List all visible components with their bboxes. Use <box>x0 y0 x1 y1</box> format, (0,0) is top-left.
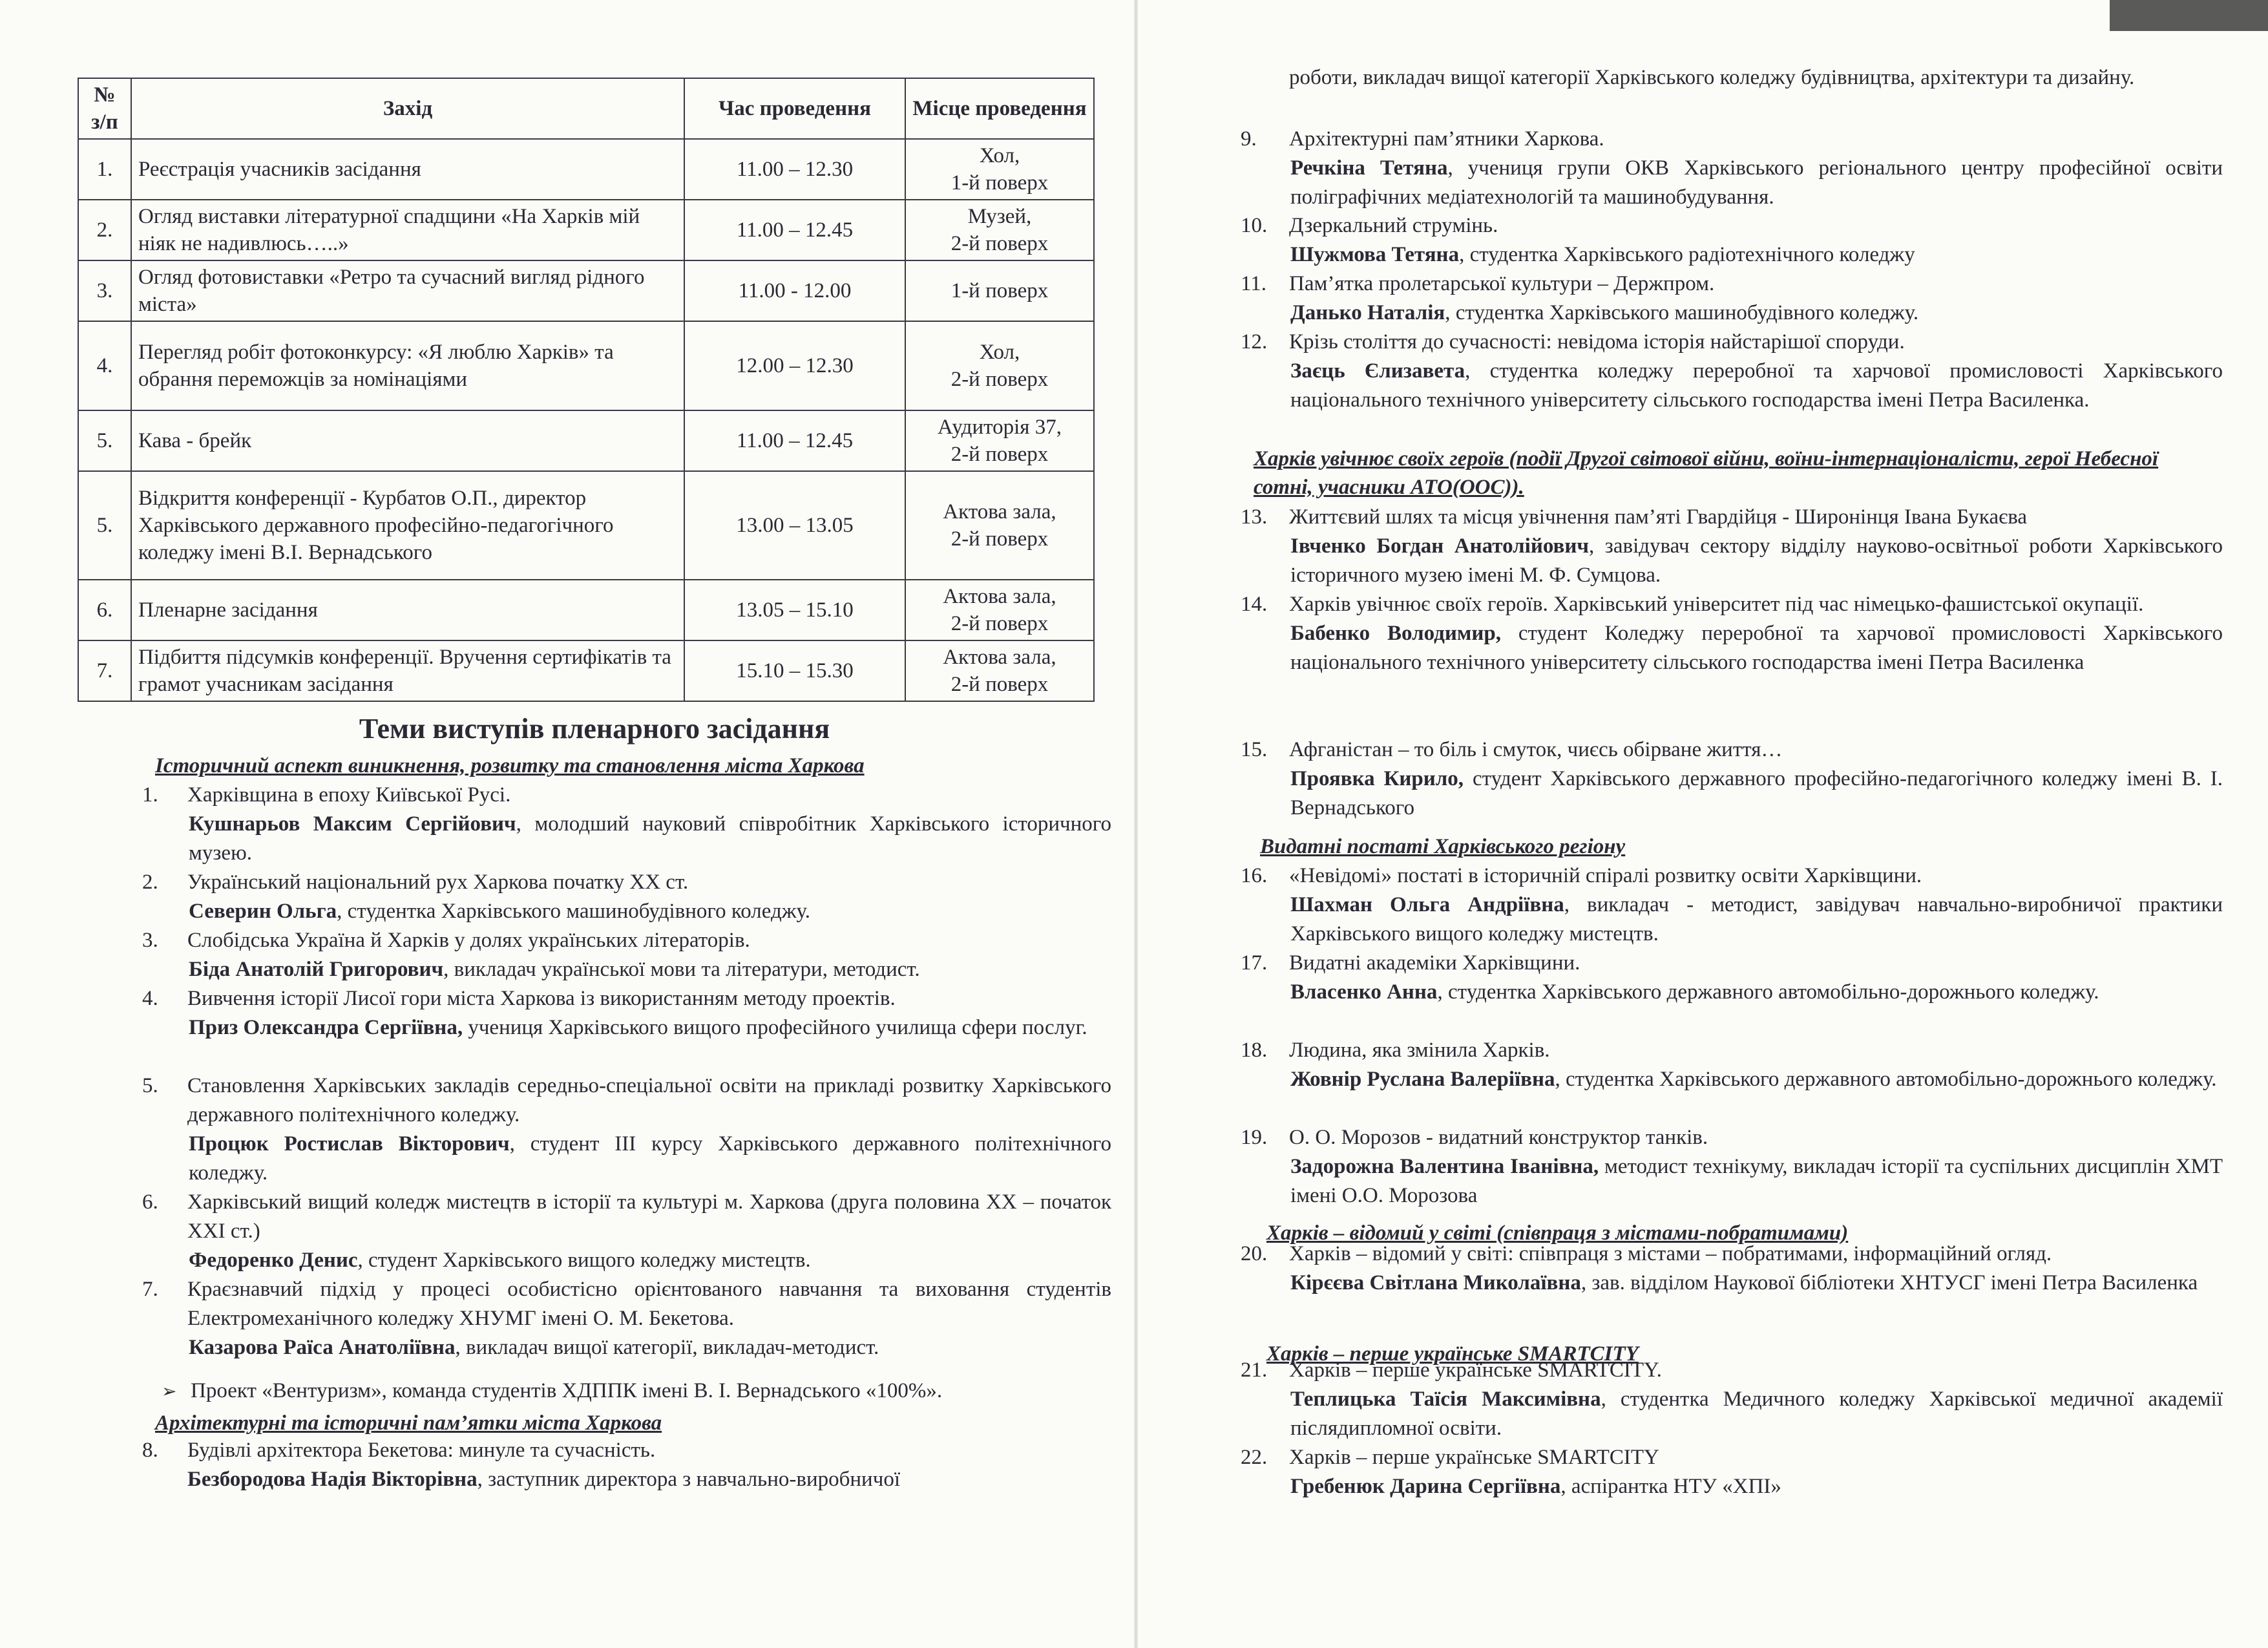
speaker-details: , студентка Харківського державного автомобільно-дорожнього коледжу. <box>1555 1068 2217 1091</box>
cell-num: 5. <box>78 471 131 580</box>
talk-body <box>187 1072 1111 1188</box>
cell-place-line: 2-й поверх <box>950 673 1049 696</box>
talk-speaker-line <box>1289 765 2223 823</box>
cell-num: 2. <box>78 200 131 260</box>
talk-number: 5. <box>142 1074 158 1097</box>
talk-topic: «Невідомі» постаті в історичній спіралі розвитку освіти Харківщини. <box>1289 864 1922 887</box>
cell-place-line: 1-й поверх <box>950 279 1049 302</box>
header-time: Час проведення <box>684 78 905 139</box>
cell-place <box>905 139 1094 200</box>
talk-number: 3. <box>142 929 158 952</box>
speaker-name: Данько Наталія <box>1290 301 1445 324</box>
speaker-details: , завідувач сектору відділу науково-освітньої роботи Харківського історичного музею імені М. Ф. Сумцова. <box>1290 534 2223 587</box>
speaker-name: Безбородова Надія Вікторівна <box>187 1468 478 1491</box>
speaker-name: Процюк Ростислав Вікторович <box>189 1132 510 1156</box>
cell-time: 11.00 – 12.45 <box>684 200 905 260</box>
schedule-body <box>78 139 1094 701</box>
speaker-name: Кушнарьов Максим Сергійович <box>189 812 516 836</box>
talk-number: 11. <box>1241 272 1267 295</box>
cell-num: 7. <box>78 640 131 701</box>
right-page <box>1228 0 2223 1648</box>
talk-speaker-line <box>1289 1472 2223 1501</box>
talk-body <box>1289 211 2223 269</box>
talk-topic: Вивчення історії Лисої гори міста Харкова із використанням методу проектів. <box>187 987 896 1010</box>
talk-topic: Видатні академіки Харківщини. <box>1289 951 1580 975</box>
cell-time: 11.00 – 12.45 <box>684 410 905 471</box>
cell-place-line: Актова зала, <box>943 585 1056 608</box>
talk-topic: Людина, яка змінила Харків. <box>1289 1039 1550 1062</box>
talk-continuation: роботи, викладач вищої категорії Харківського коледжу будівництва, архітектури та дизайну. <box>1289 66 2135 89</box>
talk-number: 1. <box>142 783 158 807</box>
talk-body <box>1289 125 2223 212</box>
section-heading: Харків увічнює своїх героїв (події Другої світової війни, воїни-інтернаціоналісти, герої Небесної сотні, учасники АТО(ООС)). <box>1254 447 2159 499</box>
talk-number: 21. <box>1241 1358 1268 1382</box>
talk-topic: Український національний рух Харкова початку ХХ ст. <box>187 871 689 894</box>
speaker-name: Івченко Богдан Анатолійович <box>1290 534 1589 558</box>
talk-number: 2. <box>142 871 158 894</box>
speaker-details: , заступник директора з навчально-виробничої <box>477 1468 900 1491</box>
cell-place <box>905 410 1094 471</box>
talk-number: 4. <box>142 987 158 1010</box>
talk-topic: Харків – перше українське SMARTCITY <box>1289 1446 1659 1469</box>
talk-number: 12. <box>1241 330 1268 354</box>
talk-body <box>1289 328 2223 415</box>
cell-time: 12.00 – 12.30 <box>684 321 905 410</box>
speaker-details: , студентка Харківського машинобудівного коледжу. <box>337 900 810 923</box>
table-row <box>78 139 1094 200</box>
talk-topic: О. О. Морозов - видатний конструктор танків. <box>1289 1126 1708 1149</box>
talk-number: 20. <box>1241 1242 1268 1265</box>
talk-number: 15. <box>1241 738 1268 761</box>
cell-place <box>905 321 1094 410</box>
cell-place-line: Музей, <box>967 205 1032 228</box>
talk-speaker-line <box>187 1246 1111 1275</box>
cell-time: 13.00 – 13.05 <box>684 471 905 580</box>
talk-number: 19. <box>1241 1126 1268 1149</box>
talk-number: 10. <box>1241 214 1268 237</box>
speaker-name: Біда Анатолій Григорович <box>189 958 444 981</box>
speaker-details: , студентка коледжу переробної та харчової промисловості Харківського національного технічного університету сільського господарства імені Петра Василенка. <box>1290 359 2223 412</box>
talk-speaker-line <box>1289 1065 2223 1094</box>
talk-speaker-line <box>1289 978 2223 1007</box>
talk-body <box>1289 1443 2223 1501</box>
cell-num: 3. <box>78 260 131 321</box>
talk-speaker-line <box>1289 891 2223 949</box>
talk-speaker-line <box>187 1333 1111 1362</box>
cell-event: Огляд фотовиставки «Ретро та сучасний вигляд рідного міста» <box>131 260 684 321</box>
talk-number: 18. <box>1241 1039 1268 1062</box>
talk-speaker-line <box>1289 1152 2223 1210</box>
cell-place-line: Хол, <box>979 341 1020 364</box>
cell-place <box>905 640 1094 701</box>
cell-num: 6. <box>78 580 131 640</box>
cell-event: Перегляд робіт фотоконкурсу: «Я люблю Харків» та обрання переможців за номінаціями <box>131 321 684 410</box>
speaker-details: , студентка Харківського радіотехнічного коледжу <box>1459 243 1915 266</box>
page-fold <box>1134 0 1138 1648</box>
section-heading: Харків – перше українське SMARTCITY <box>1266 1342 1639 1366</box>
cell-time: 15.10 – 15.30 <box>684 640 905 701</box>
talk-body <box>1289 503 2223 590</box>
cell-time: 11.00 - 12.00 <box>684 260 905 321</box>
talk-number: 14. <box>1241 593 1268 616</box>
cell-place-line: 2-й поверх <box>950 368 1049 391</box>
plenary-title: Теми виступів пленарного засідання <box>359 713 830 745</box>
talk-topic: Слобідська Україна й Харків у долях українських літераторів. <box>187 929 750 952</box>
talk-speaker-line <box>1289 619 2223 677</box>
speaker-details: , студентка Харківського машинобудівного коледжу. <box>1445 301 1919 324</box>
talk-body <box>1289 861 2223 949</box>
cell-event: Реєстрація учасників засідання <box>131 139 684 200</box>
speaker-details: , молодший науковий співробітник Харківського історичного музею. <box>189 812 1111 865</box>
speaker-name: Гребенюк Дарина Сергіївна <box>1290 1475 1561 1498</box>
speaker-details: , викладач - методист, завідувач навчально-виробничої практики Харківського вищого коледжу мистецтв. <box>1290 893 2223 945</box>
talk-body <box>187 926 1111 984</box>
talk-body <box>1289 949 2223 1007</box>
table-row <box>78 260 1094 321</box>
speaker-name: Федоренко Денис <box>189 1249 358 1272</box>
talk-body <box>187 1275 1111 1362</box>
talk-body <box>191 1377 1111 1406</box>
talk-speaker-line <box>1289 299 2223 328</box>
cell-event: Підбиття підсумків конференції. Вручення сертифікатів та грамот учасникам засідання <box>131 640 684 701</box>
speaker-details: , студентка Харківського державного автомобільно-дорожнього коледжу. <box>1437 980 2099 1004</box>
cell-event: Огляд виставки літературної спадщини «На Харків мій ніяк не надивлюсь…..» <box>131 200 684 260</box>
talk-speaker-line <box>1289 1385 2223 1443</box>
section-heading: Харків – відомий у світі (співпраця з містами-побратимами) <box>1266 1221 1849 1245</box>
speaker-details: , викладач вищої категорії, викладач-методист. <box>455 1336 879 1359</box>
cell-num: 1. <box>78 139 131 200</box>
cell-event: Відкриття конференції - Курбатов О.П., директор Харківського державного професійно-педагогічного коледжу імені В.І. Вернадського <box>131 471 684 580</box>
talk-number: 16. <box>1241 864 1268 887</box>
talk-speaker-line <box>1289 240 2223 269</box>
talk-body <box>1289 269 2223 328</box>
speaker-name: Власенко Анна <box>1290 980 1438 1004</box>
speaker-name: Задорожна Валентина Іванівна, <box>1290 1155 1599 1178</box>
talk-number: 17. <box>1241 951 1268 975</box>
speaker-name: Казарова Раїса Анатоліївна <box>189 1336 456 1359</box>
speaker-name: Приз Олександра Сергіївна, <box>189 1016 463 1039</box>
speaker-details: , викладач української мови та літератури, методист. <box>443 958 920 981</box>
talk-number: ➢ <box>162 1380 177 1402</box>
table-row <box>78 200 1094 260</box>
talk-speaker-line <box>187 955 1111 984</box>
talk-topic: Харків – перше українське SMARTCITY. <box>1289 1358 1662 1382</box>
cell-place <box>905 471 1094 580</box>
header-place: Місце проведення <box>905 78 1094 139</box>
cell-place <box>905 260 1094 321</box>
talk-topic: Афганістан – то біль і смуток, чиєсь обірване життя… <box>1289 738 1783 761</box>
cell-place-line: 2-й поверх <box>950 443 1049 466</box>
cell-place-line: 2-й поверх <box>950 232 1049 255</box>
talk-speaker-line <box>1289 357 2223 415</box>
talk-speaker-line <box>187 1130 1111 1188</box>
talk-topic: Краєзнавчий підхід у процесі особистісно орієнтованого навчання та виховання студентів Електромеханічного коледжу ХНУМГ імені О. М. Бекетова. <box>187 1278 1111 1330</box>
talk-speaker-line <box>187 1013 1111 1042</box>
speaker-details: , аспірантка НТУ «ХПІ» <box>1560 1475 1781 1498</box>
cell-place <box>905 580 1094 640</box>
talk-number: 9. <box>1241 127 1257 151</box>
talk-topic: Проект «Вентуризм», команда студентів ХДППК імені В. І. Вернадського «100%». <box>191 1379 943 1402</box>
talk-speaker-line <box>1289 532 2223 590</box>
speaker-details: студент Харківського державного професійно-педагогічного коледжу імені В. І. Вернадського <box>1290 767 2223 819</box>
talk-topic: Життєвий шлях та місця увічнення пам’яті Гвардійця - Широнінця Івана Букаєва <box>1289 505 2028 529</box>
talk-body <box>1289 1240 2223 1298</box>
cell-place-line: 1-й поверх <box>950 171 1049 195</box>
talk-speaker-line <box>1289 1269 2223 1298</box>
speaker-details: , студентка Медичного коледжу Харківської медичної академії післядипломної освіти. <box>1290 1388 2223 1440</box>
talk-body <box>187 984 1111 1042</box>
cell-place-line: Хол, <box>979 144 1020 167</box>
header-event: Захід <box>131 78 684 139</box>
talk-speaker-line <box>187 810 1111 868</box>
talk-topic: Будівлі архітектора Бекетова: минуле та сучасність. <box>187 1439 656 1462</box>
talk-number: 8. <box>142 1439 158 1462</box>
speaker-details: учениця Харківського вищого професійного училища сфери послуг. <box>463 1016 1087 1039</box>
talk-topic: Дзеркальний струмінь. <box>1289 214 1498 237</box>
cell-place-line: 2-й поверх <box>950 612 1049 635</box>
cell-event: Кава - брейк <box>131 410 684 471</box>
speaker-name: Северин Ольга <box>189 900 337 923</box>
speaker-details: , зав. відділом Наукової бібліотеки ХНТУСГ імені Петра Василенка <box>1580 1271 2198 1294</box>
cell-place-line: Актова зала, <box>943 646 1056 669</box>
speaker-details: студент Коледжу переробної та харчової промисловості Харківського національного технічного університету сільського господарства імені Петра Василенка <box>1290 622 2223 674</box>
talk-body <box>1289 1356 2223 1443</box>
talk-number: 22. <box>1241 1446 1268 1469</box>
left-page <box>65 0 1111 1648</box>
header-num: № з/п <box>78 78 131 139</box>
cell-num: 4. <box>78 321 131 410</box>
talk-speaker-line <box>187 897 1111 926</box>
talk-body <box>187 1188 1111 1275</box>
talk-body <box>187 1436 1111 1494</box>
talk-topic: Харків – відомий у світі: співпраця з містами – побратимами, інформаційний огляд. <box>1289 1242 2052 1265</box>
section-heading: Історичний аспект виникнення, розвитку та становлення міста Харкова <box>155 754 865 777</box>
talk-number: 7. <box>142 1278 158 1301</box>
cell-place-line: 2-й поверх <box>950 527 1049 551</box>
talk-topic: Харківський вищий коледж мистецтв в історії та культурі м. Харкова (друга половина ХХ – початок ХХІ ст.) <box>187 1190 1111 1243</box>
speaker-details: , учениця групи ОКВ Харківського регіонального центру професійної освіти поліграфічних медіатехнологій та машинобудування. <box>1290 156 2223 209</box>
talk-topic: Харків увічнює своїх героїв. Харківський університет під час німецько-фашистської окупації. <box>1289 593 2144 616</box>
table-row <box>78 321 1094 410</box>
table-header-row <box>78 78 1094 139</box>
talk-body <box>1289 1123 2223 1210</box>
talk-topic: Крізь століття до сучасності: невідома історія найстарішої споруди. <box>1289 330 1905 354</box>
table-row <box>78 640 1094 701</box>
talk-body <box>1289 1036 2223 1094</box>
cell-time: 13.05 – 15.10 <box>684 580 905 640</box>
speaker-name: Кірєєва Світлана Миколаївна <box>1290 1271 1581 1294</box>
section-heading: Видатні постаті Харківського регіону <box>1260 835 1626 858</box>
table-row <box>78 410 1094 471</box>
speaker-name: Теплицька Таїсія Максимівна <box>1290 1388 1601 1411</box>
talk-topic: Становлення Харківських закладів середньо-спеціальної освіти на прикладі розвитку Харківського державного політехнічного коледжу. <box>187 1074 1111 1126</box>
cell-time: 11.00 – 12.30 <box>684 139 905 200</box>
talk-speaker-line <box>1289 154 2223 212</box>
table-row <box>78 471 1094 580</box>
table-row <box>78 580 1094 640</box>
talk-body <box>187 781 1111 868</box>
speaker-name: Проявка Кирило, <box>1290 767 1464 790</box>
section-heading: Архітектурні та історичні пам’ятки міста Харкова <box>155 1411 662 1435</box>
speaker-name: Речкіна Тетяна <box>1290 156 1448 180</box>
talk-topic: Архітектурні пам’ятники Харкова. <box>1289 127 1604 151</box>
talk-body <box>1289 735 2223 823</box>
speaker-name: Жовнір Руслана Валеріївна <box>1290 1068 1555 1091</box>
cell-place-line: Аудиторія 37, <box>938 416 1062 439</box>
cell-place <box>905 200 1094 260</box>
talk-topic: Харківщина в епоху Київської Русі. <box>187 783 511 807</box>
speaker-name: Шахман Ольга Андріївна <box>1290 893 1564 916</box>
schedule-table <box>78 78 1095 702</box>
speaker-details: , студент Харківського вищого коледжу мистецтв. <box>357 1249 811 1272</box>
cell-event: Пленарне засідання <box>131 580 684 640</box>
talk-number: 13. <box>1241 505 1268 529</box>
talk-body <box>1289 590 2223 677</box>
talk-speaker-line <box>187 1465 1111 1494</box>
cell-place-line: Актова зала, <box>943 500 1056 523</box>
speaker-details: методист технікуму, викладач історії та суспільних дисциплін ХМТ імені О.О. Морозова <box>1290 1155 2223 1207</box>
speaker-name: Заєць Єлизавета <box>1290 359 1465 383</box>
talk-body <box>187 868 1111 926</box>
speaker-name: Бабенко Володимир, <box>1290 622 1501 645</box>
talk-topic: Пам’ятка пролетарської культури – Держпром. <box>1289 272 1715 295</box>
speaker-name: Шужмова Тетяна <box>1290 243 1460 266</box>
speaker-details: , студент ІІІ курсу Харківського державного політехнічного коледжу. <box>189 1132 1111 1185</box>
talk-number: 6. <box>142 1190 158 1214</box>
cell-num: 5. <box>78 410 131 471</box>
